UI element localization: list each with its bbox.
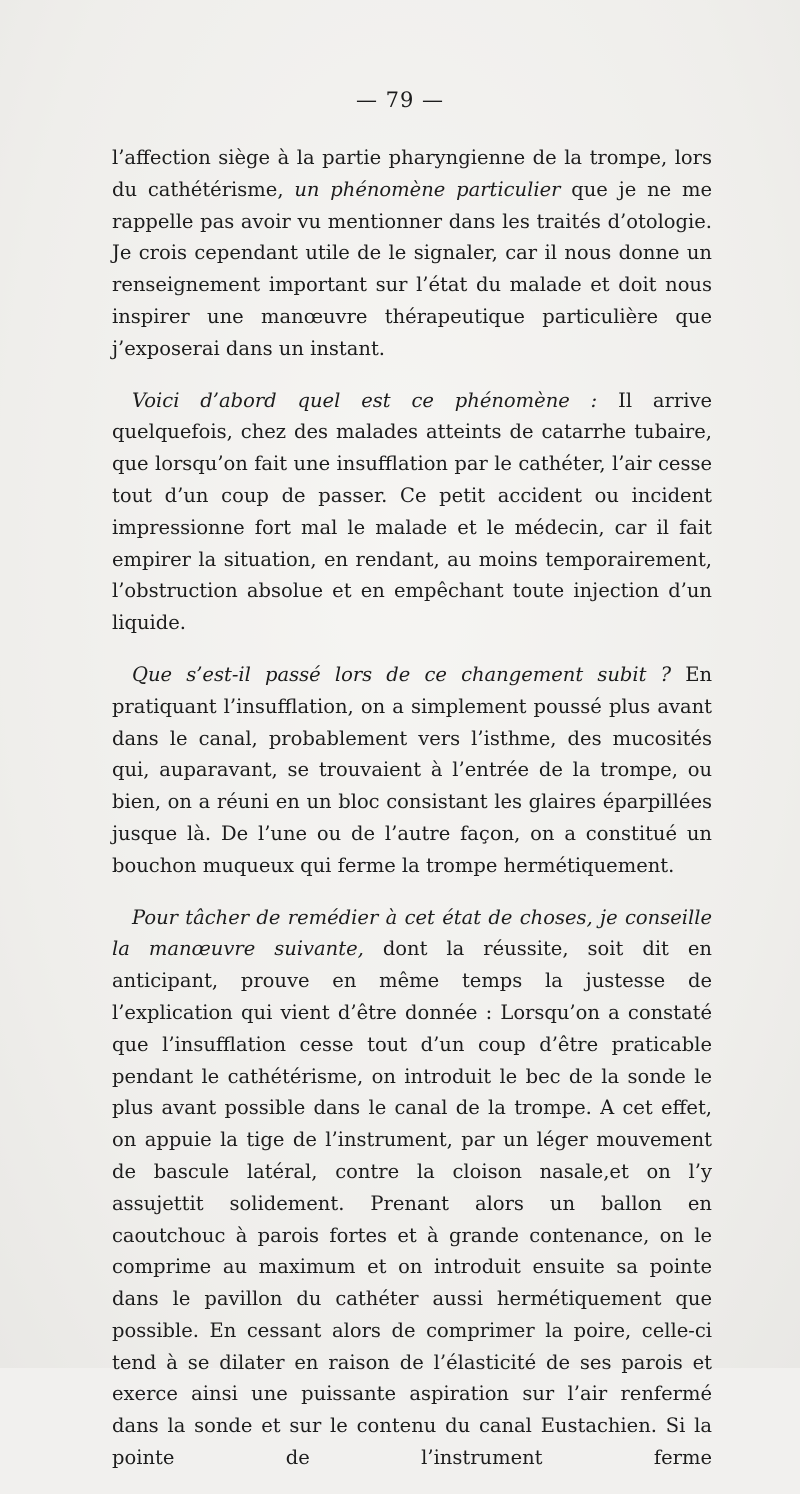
body-text <box>112 142 712 1494</box>
paragraph-4 <box>112 902 712 1474</box>
paragraph-1-text-cont: que je ne me rappelle pas avoir vu mentionner dans les traités d’otologie. Je crois cependant utile de le signaler, car il nous donne un renseignement important sur l’état du malade et doit nous inspirer une manœuvre thérapeutique particulière que j’exposerai dans un instant. <box>112 177 713 360</box>
paragraph-2 <box>112 385 712 639</box>
paragraph-3-text: En pratiquant l’insufflation, on a simplement poussé plus avant dans le canal, probablement vers l’isthme, des mucosités qui, auparavant, se trouvaient à l’entrée de la trompe, ou bien, on a réuni en un bloc consistant les glaires éparpillées jusque là. De l’une ou de l’autre façon, on a constitué un bouchon muqueux qui ferme la trompe hermétiquement. <box>112 662 713 877</box>
paragraph-2-emphasis: Voici d’abord quel est ce phénomène : <box>132 388 598 412</box>
paragraph-1-emphasis: un phénomène particulier <box>294 177 561 201</box>
paragraph-4-emphasis: Pour tâcher de remédier à cet état de choses, je conseille la manœuvre suivante, <box>112 905 712 961</box>
page-number: — 79 — <box>355 88 445 112</box>
paragraph-3-emphasis: Que s’est-il passé lors de ce changement subit ? <box>132 662 672 686</box>
paragraph-4-text: dont la réussite, soit dit en anticipant, prouve en même temps la justesse de l’explication qui vient d’être donnée : Lorsqu’on a constaté que l’insufflation cesse tout d’un coup d’être praticable pendant le cathétérisme, on introduit le bec de la sonde le plus avant possible dans le canal de la trompe. A cet effet, on appuie la tige de l’instrument, par un léger mouvement de bascule latéral, contre la cloison nasale,et on l’y assujettit solidement. Prenant alors un ballon en caoutchouc à parois fortes et à grande contenance, on le comprime au maximum et on introduit ensuite sa pointe dans le pavillon du cathéter aussi hermétiquement que possible. En cessant alors de comprimer la poire, celle-ci tend à se dilater en raison de l’élasticité de ses parois et exerce ainsi une puissante aspiration sur l’air renfermé dans la sonde et sur le contenu du canal Eustachien. Si la pointe de l’instrument ferme <box>112 937 712 1470</box>
paragraph-1-text: l’affection siège à la partie pharyngienne de la trompe, lors du cathétérisme, <box>112 146 712 201</box>
paragraph-2-text: Il arrive quelquefois, chez des malades atteints de catarrhe tubaire, que lorsqu’on fait une insufflation par le cathéter, l’air cesse tout d’un coup de passer. Ce petit accident ou incident impressionne fort mal le malade et le médecin, car il fait empirer la situation, en rendant, au moins temporairement, l’obstruction absolue et en empêchant toute injection d’un liquide. <box>112 388 712 635</box>
paragraph-1 <box>112 142 712 365</box>
paragraph-3 <box>112 659 712 882</box>
